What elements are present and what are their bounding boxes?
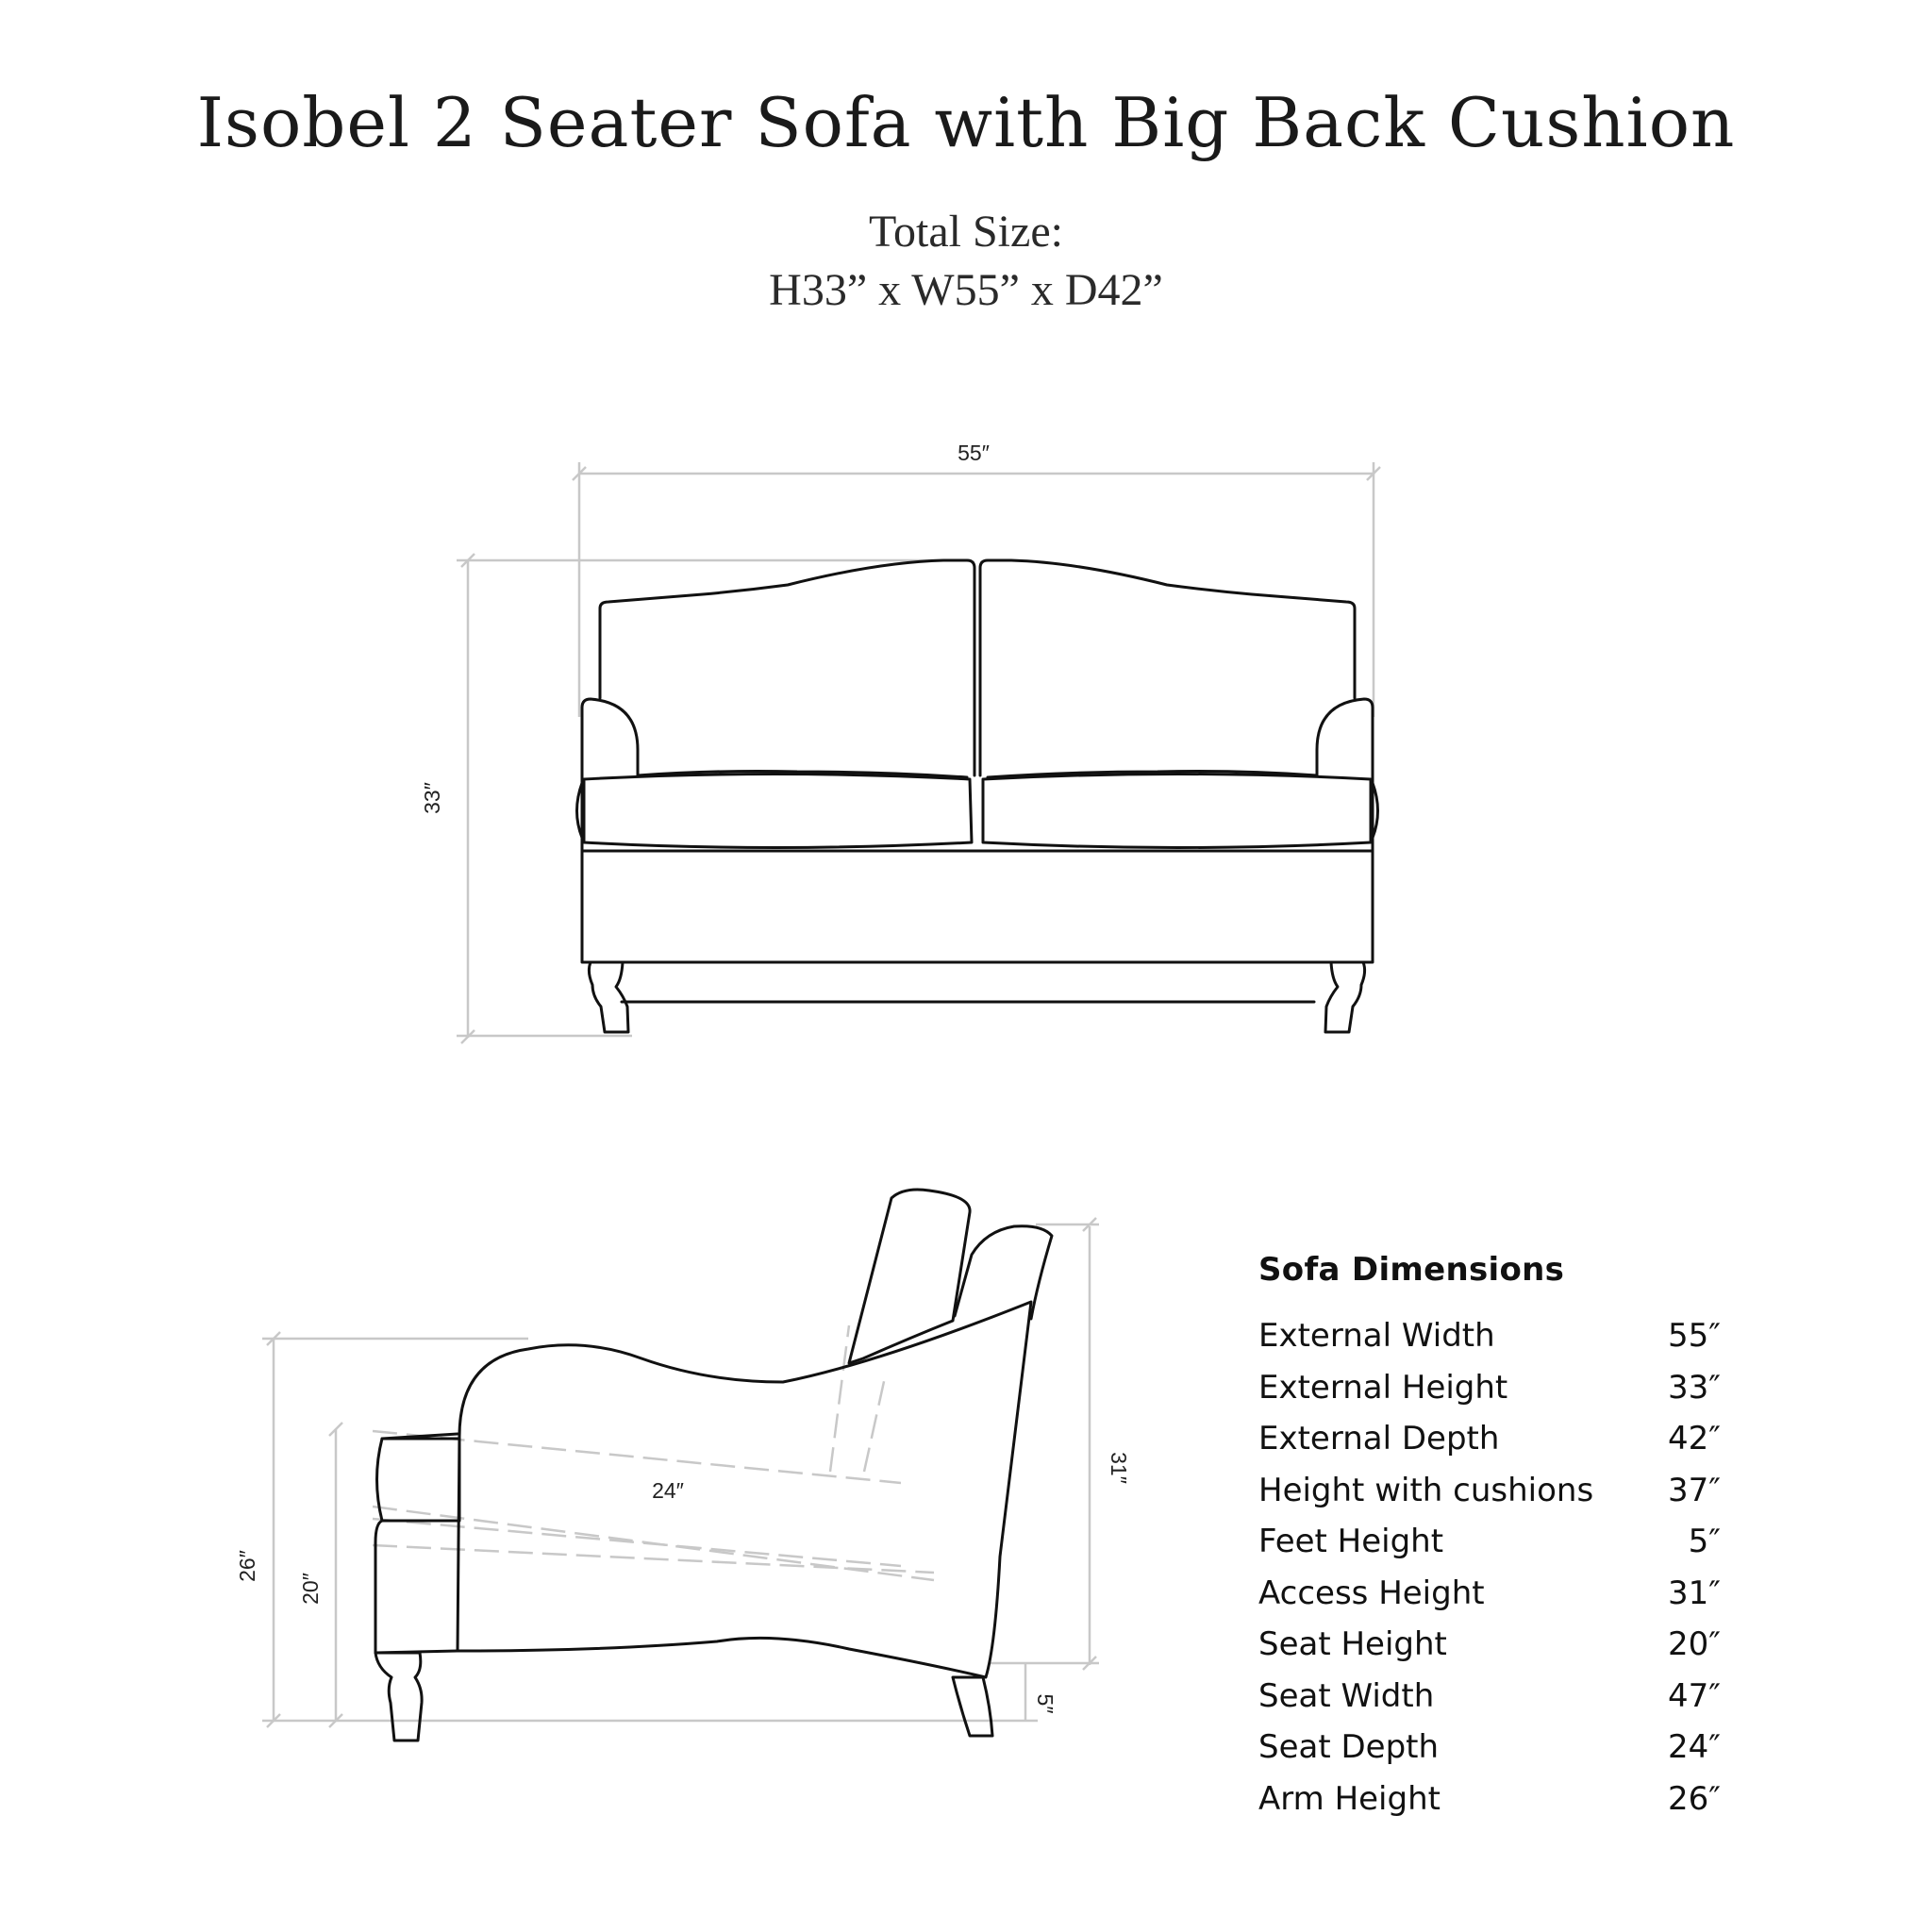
dimension-row	[1258, 1728, 1721, 1780]
dimension-row	[1258, 1369, 1721, 1421]
dimension-value: 20″	[1668, 1625, 1721, 1663]
dimension-value: 47″	[1668, 1676, 1721, 1715]
side-backrest	[955, 1226, 1052, 1319]
dimension-row	[1258, 1420, 1721, 1472]
dimension-label: External Height	[1258, 1368, 1508, 1407]
dimension-value: 37″	[1668, 1471, 1721, 1509]
dimension-label: Seat Width	[1258, 1676, 1435, 1715]
dimension-label: Seat Depth	[1258, 1728, 1440, 1766]
front-dimension-lines	[457, 462, 1380, 1043]
front-view	[420, 441, 1380, 1043]
dimension-row	[1258, 1677, 1721, 1729]
side-feet-height-label: 5″	[1033, 1693, 1058, 1714]
side-seat-depth-label: 24″	[652, 1478, 684, 1503]
side-arm-body	[458, 1302, 1031, 1677]
dimension-value: 42″	[1668, 1420, 1721, 1457]
dimension-row	[1258, 1472, 1721, 1524]
page-title: Isobel 2 Seater Sofa with Big Back Cushion	[196, 83, 1736, 162]
total-size-value: H33” x W55” x D42”	[769, 265, 1163, 315]
dimension-value: 33″	[1668, 1368, 1721, 1407]
dimension-label: External Width	[1258, 1317, 1495, 1355]
dimensions-heading: Sofa Dimensions	[1258, 1251, 1565, 1289]
dimension-value: 31″	[1668, 1574, 1721, 1612]
front-leg-left	[589, 962, 628, 1032]
front-back-cushion-right	[980, 560, 1355, 775]
front-seat-cushion-right	[983, 774, 1371, 848]
dimension-value: 5″	[1688, 1523, 1721, 1560]
side-view	[235, 1190, 1131, 1740]
dimension-label: Seat Height	[1258, 1625, 1447, 1663]
total-size-label: Total Size:	[869, 207, 1063, 257]
front-leg-right	[1325, 962, 1365, 1032]
dimension-row	[1258, 1523, 1721, 1574]
dimension-value: 55″	[1668, 1317, 1721, 1355]
dimension-label: Access Height	[1258, 1574, 1485, 1612]
front-height-label: 33″	[420, 782, 444, 814]
front-sofa-outline	[577, 560, 1378, 1032]
side-back-cushion	[849, 1190, 970, 1363]
dimension-value: 24″	[1668, 1728, 1721, 1766]
side-access-height-label: 31″	[1107, 1452, 1131, 1484]
side-leg-back	[953, 1677, 992, 1736]
dimension-row	[1258, 1625, 1721, 1677]
dimension-row	[1258, 1780, 1721, 1832]
front-base	[582, 851, 1373, 962]
front-back-cushion-left	[600, 560, 974, 775]
side-seat-height-label: 20″	[298, 1573, 323, 1605]
side-leg-front	[375, 1653, 422, 1740]
front-seat-cushion-left	[584, 774, 972, 848]
dimension-label: External Depth	[1258, 1420, 1500, 1457]
dimension-label: Height with cushions	[1258, 1471, 1594, 1509]
dimension-label: Feet Height	[1258, 1523, 1444, 1560]
dimension-label: Arm Height	[1258, 1779, 1441, 1818]
dimension-row	[1258, 1317, 1721, 1369]
dimensions-table	[1258, 1251, 1721, 1831]
dimension-value: 26″	[1668, 1779, 1721, 1818]
dimension-row	[1258, 1574, 1721, 1626]
side-dimension-lines	[262, 1218, 1099, 1727]
front-width-label: 55″	[958, 441, 990, 465]
side-arm-height-label: 26″	[235, 1550, 259, 1582]
